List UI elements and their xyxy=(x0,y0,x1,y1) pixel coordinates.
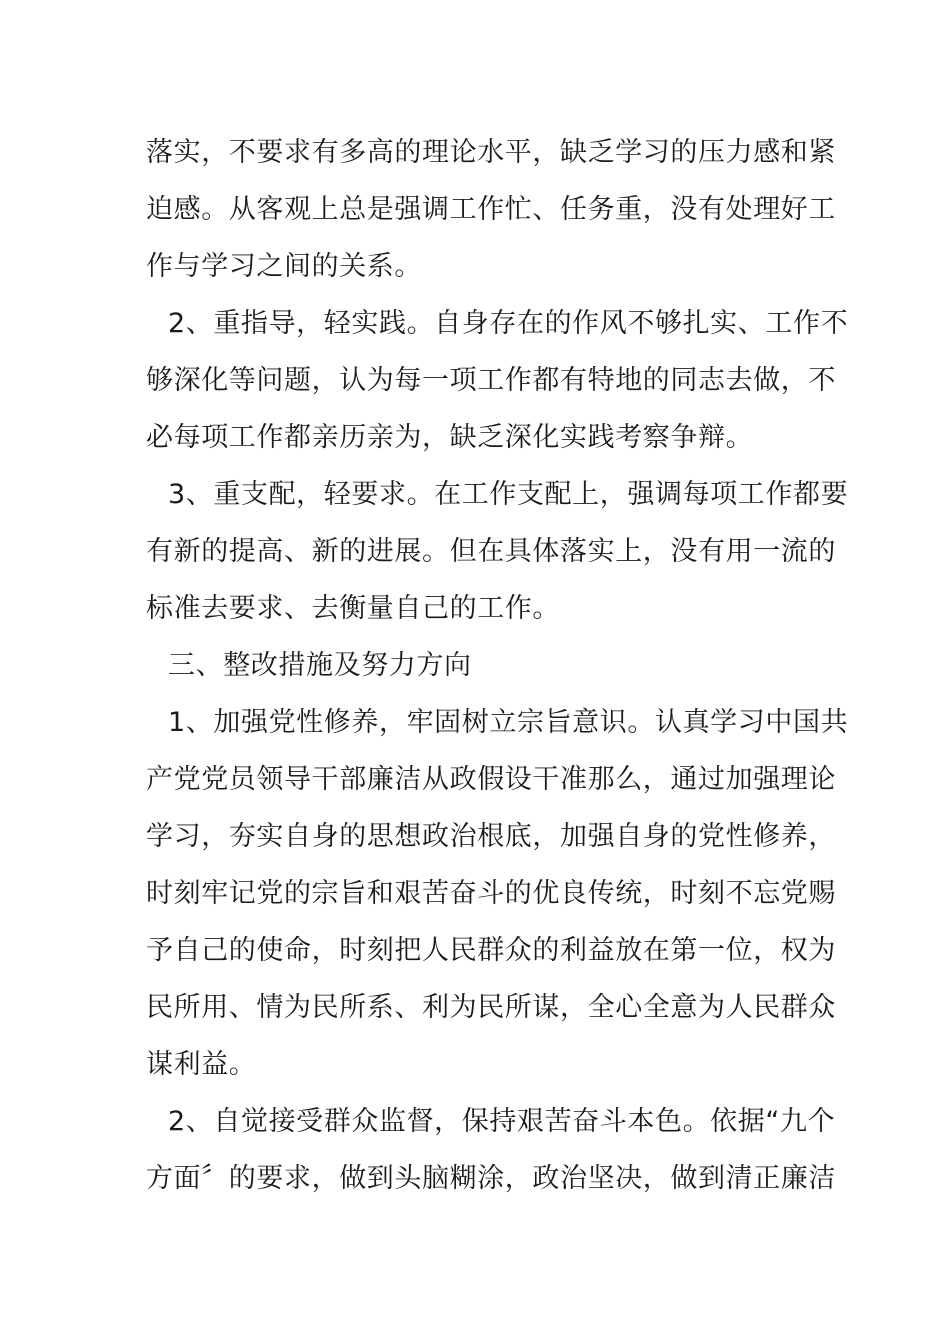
text-line: 够深化等问题，认为每一项工作都有特地的同志去做，不 xyxy=(146,365,836,396)
text-line: 3、重支配，轻要求。在工作支配上，强调每项工作都要 xyxy=(168,479,849,510)
paragraph-measure-1 xyxy=(146,694,849,1093)
text-line: 学习，夯实自身的思想政治根底，加强自身的党性修养， xyxy=(146,821,836,852)
text-line: 必每项工作都亲历亲为，缺乏深化实践考察争辩。 xyxy=(146,422,754,453)
section-heading-rectification xyxy=(146,637,811,694)
paragraph-item-2-guidance xyxy=(146,295,849,466)
text-line: 作与学习之间的关系。 xyxy=(146,251,422,282)
text-line: 产党党员领导干部廉洁从政假设干准那么，通过加强理论 xyxy=(146,764,836,795)
text-line: 2、自觉接受群众监督，保持艰苦奋斗本色。依据“九个 xyxy=(168,1106,836,1137)
text-line: 方面〞的要求，做到头脑糊涂，政治坚决，做到清正廉洁 xyxy=(146,1163,836,1194)
text-line: 2、重指导，轻实践。自身存在的作风不够扎实、工作不 xyxy=(168,308,849,339)
paragraph-study-issue xyxy=(146,124,836,295)
text-line: 谋利益。 xyxy=(146,1049,257,1080)
text-line: 时刻牢记党的宗旨和艰苦奋斗的优良传统，时刻不忘党赐 xyxy=(146,878,836,909)
text-line: 标准去要求、去衡量自己的工作。 xyxy=(146,593,560,624)
text-line: 民所用、情为民所系、利为民所谋，全心全意为人民群众 xyxy=(146,992,836,1023)
text-line: 迫感。从客观上总是强调工作忙、任务重，没有处理好工 xyxy=(146,194,836,225)
document-body xyxy=(146,124,849,1207)
paragraph-item-3-arrangement xyxy=(146,466,849,637)
text-line: 落实，不要求有多高的理论水平，缺乏学习的压力感和紧 xyxy=(146,137,836,168)
section-heading-text: 三、整改措施及努力方向 xyxy=(168,650,472,681)
paragraph-measure-2 xyxy=(146,1093,836,1207)
text-line: 1、加强党性修养，牢固树立宗旨意识。认真学习中国共 xyxy=(168,707,849,738)
text-line: 予自己的使命，时刻把人民群众的利益放在第一位，权为 xyxy=(146,935,836,966)
text-line: 有新的提高、新的进展。但在具体落实上，没有用一流的 xyxy=(146,536,836,567)
